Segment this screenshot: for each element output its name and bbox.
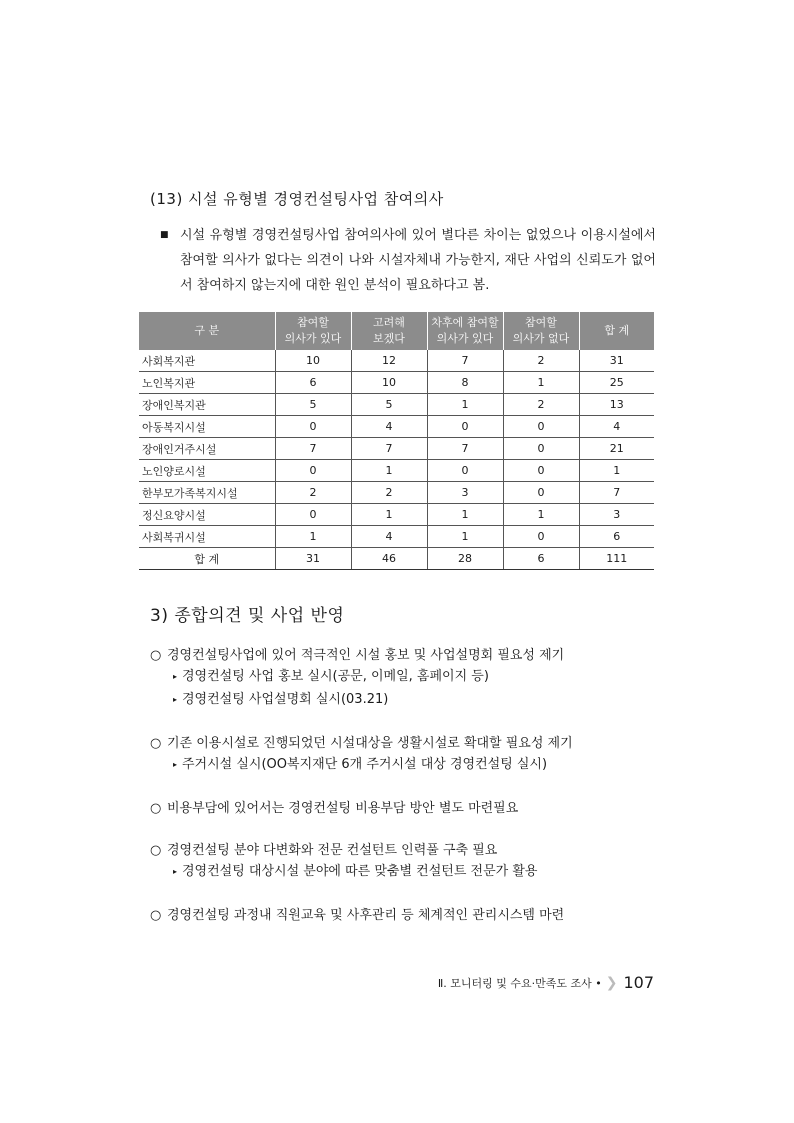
row-label: 한부모가족복지시설 bbox=[139, 482, 275, 504]
subitem-text: 경영컨설팅 사업 홍보 실시(공문, 이메일, 홈페이지 등) bbox=[182, 669, 489, 684]
table-cell: 12 bbox=[351, 350, 427, 372]
opinion-heading bbox=[150, 733, 670, 754]
table-cell: 5 bbox=[275, 394, 351, 416]
circle-bullet-icon: ○ bbox=[150, 843, 162, 858]
table-cell: 1 bbox=[579, 460, 654, 482]
opinion-heading bbox=[150, 798, 670, 819]
table-cell: 2 bbox=[503, 350, 579, 372]
row-label: 장애인거주시설 bbox=[139, 438, 275, 460]
opinion-text: 비용부담에 있어서는 경영컨설팅 비용부담 방안 별도 마련필요 bbox=[167, 801, 519, 816]
opinion-heading bbox=[150, 905, 670, 926]
subitem-text: 경영컨설팅 대상시설 분야에 따른 맞춤별 컨설턴트 전문가 활용 bbox=[182, 864, 538, 879]
table-cell: 13 bbox=[579, 394, 654, 416]
bullet-paragraph bbox=[160, 223, 656, 298]
table-cell: 0 bbox=[275, 460, 351, 482]
table-cell: 7 bbox=[579, 482, 654, 504]
table-header-cell: 구 분 bbox=[139, 312, 275, 350]
row-label: 사회복지관 bbox=[139, 350, 275, 372]
table-row bbox=[139, 526, 654, 548]
table-cell: 25 bbox=[579, 372, 654, 394]
participation-table bbox=[139, 312, 654, 570]
table-cell: 7 bbox=[427, 438, 503, 460]
subitem-text: 주거시설 실시(OO복지재단 6개 주거시설 대상 경영컨설팅 실시) bbox=[182, 757, 548, 772]
section-13-title: (13) 시설 유형별 경영컨설팅사업 참여의사 bbox=[150, 190, 444, 208]
table-cell: 21 bbox=[579, 438, 654, 460]
opinion-subitem bbox=[150, 689, 670, 712]
table-cell: 1 bbox=[427, 526, 503, 548]
table-row bbox=[139, 482, 654, 504]
table-cell: 2 bbox=[275, 482, 351, 504]
table-cell: 0 bbox=[503, 438, 579, 460]
circle-bullet-icon: ○ bbox=[150, 908, 162, 923]
opinion-item bbox=[150, 645, 670, 712]
table-cell: 46 bbox=[351, 548, 427, 570]
triangle-bullet-icon: ▸ bbox=[173, 867, 178, 876]
table-cell: 7 bbox=[351, 438, 427, 460]
table-header-cell: 합 계 bbox=[579, 312, 654, 350]
row-label: 노인양로시설 bbox=[139, 460, 275, 482]
opinion-subitem bbox=[150, 754, 670, 777]
triangle-bullet-icon: ▸ bbox=[173, 672, 178, 681]
opinion-text: 경영컨설팅 분야 다변화와 전문 컨설턴트 인력풀 구축 필요 bbox=[167, 843, 498, 858]
circle-bullet-icon: ○ bbox=[150, 648, 162, 663]
page-number: 107 bbox=[623, 973, 654, 992]
table-total-row bbox=[139, 548, 654, 570]
opinion-item bbox=[150, 798, 670, 819]
table-cell: 111 bbox=[579, 548, 654, 570]
table-cell: 10 bbox=[275, 350, 351, 372]
table-cell: 1 bbox=[351, 460, 427, 482]
table-row bbox=[139, 416, 654, 438]
footer-chapter: Ⅱ. 모니터링 및 수요·만족도 조사 • bbox=[437, 976, 602, 990]
table-cell: 1 bbox=[427, 394, 503, 416]
table-cell: 0 bbox=[275, 504, 351, 526]
chevron-right-icon: ❯ bbox=[605, 974, 618, 991]
subitem-text: 경영컨설팅 사업설명회 실시(03.21) bbox=[182, 692, 389, 707]
table-cell: 8 bbox=[427, 372, 503, 394]
opinion-text: 기존 이용시설로 진행되었던 시설대상을 생활시설로 확대할 필요성 제기 bbox=[167, 736, 573, 751]
table-cell: 1 bbox=[427, 504, 503, 526]
table-cell: 6 bbox=[275, 372, 351, 394]
table-cell: 3 bbox=[427, 482, 503, 504]
table-cell: 1 bbox=[351, 504, 427, 526]
table-header-cell: 차후에 참여할 의사가 있다 bbox=[427, 312, 503, 350]
table-cell: 6 bbox=[579, 526, 654, 548]
opinion-item bbox=[150, 905, 670, 926]
row-label: 합 계 bbox=[139, 548, 275, 570]
opinion-list bbox=[150, 645, 670, 947]
table-row bbox=[139, 394, 654, 416]
table-header-cell: 고려해 보겠다 bbox=[351, 312, 427, 350]
table-cell: 0 bbox=[503, 416, 579, 438]
row-label: 사회복귀시설 bbox=[139, 526, 275, 548]
circle-bullet-icon: ○ bbox=[150, 801, 162, 816]
table-header-row bbox=[139, 312, 654, 350]
table-cell: 7 bbox=[427, 350, 503, 372]
table-row bbox=[139, 350, 654, 372]
opinion-item bbox=[150, 733, 670, 777]
circle-bullet-icon: ○ bbox=[150, 736, 162, 751]
opinion-text: 경영컨설팅 과정내 직원교육 및 사후관리 등 체계적인 관리시스템 마련 bbox=[167, 908, 565, 923]
page-footer bbox=[438, 973, 654, 992]
bullet-text: 시설 유형별 경영컨설팅사업 참여의사에 있어 별다른 차이는 없었으나 이용시설에서 참여할 의사가 없다는 의견이 나와 시설자체내 가능한지, 재단 사업의 신뢰도가 없어서 참여하지 않는지에 대한 원인 분석이 필요하다고 봄. bbox=[180, 228, 656, 293]
table-cell: 4 bbox=[351, 526, 427, 548]
table-body bbox=[139, 350, 654, 570]
table-cell: 2 bbox=[503, 394, 579, 416]
row-label: 장애인복지관 bbox=[139, 394, 275, 416]
opinion-heading bbox=[150, 645, 670, 666]
opinion-heading bbox=[150, 840, 670, 861]
table-cell: 2 bbox=[351, 482, 427, 504]
table-row bbox=[139, 504, 654, 526]
row-label: 아동복지시설 bbox=[139, 416, 275, 438]
table-cell: 1 bbox=[275, 526, 351, 548]
triangle-bullet-icon: ▸ bbox=[173, 695, 178, 704]
row-label: 노인복지관 bbox=[139, 372, 275, 394]
opinion-subitem bbox=[150, 861, 670, 884]
opinion-text: 경영컨설팅사업에 있어 적극적인 시설 홍보 및 사업설명회 필요성 제기 bbox=[167, 648, 565, 663]
table-row bbox=[139, 372, 654, 394]
square-bullet-icon: ■ bbox=[160, 230, 169, 240]
table-cell: 5 bbox=[351, 394, 427, 416]
table-cell: 6 bbox=[503, 548, 579, 570]
table-header-cell: 참여할 의사가 있다 bbox=[275, 312, 351, 350]
table-cell: 28 bbox=[427, 548, 503, 570]
table-cell: 1 bbox=[503, 504, 579, 526]
table-cell: 31 bbox=[275, 548, 351, 570]
row-label: 정신요양시설 bbox=[139, 504, 275, 526]
table-cell: 0 bbox=[427, 416, 503, 438]
section-3-title: 3) 종합의견 및 사업 반영 bbox=[150, 606, 345, 626]
opinion-subitem bbox=[150, 666, 670, 689]
table-cell: 3 bbox=[579, 504, 654, 526]
table-cell: 10 bbox=[351, 372, 427, 394]
table-header-cell: 참여할 의사가 없다 bbox=[503, 312, 579, 350]
table-cell: 0 bbox=[503, 526, 579, 548]
table-cell: 0 bbox=[427, 460, 503, 482]
table-cell: 7 bbox=[275, 438, 351, 460]
table-row bbox=[139, 438, 654, 460]
table-cell: 0 bbox=[275, 416, 351, 438]
table-cell: 1 bbox=[503, 372, 579, 394]
table-cell: 4 bbox=[351, 416, 427, 438]
triangle-bullet-icon: ▸ bbox=[173, 760, 178, 769]
table-cell: 31 bbox=[579, 350, 654, 372]
table-cell: 4 bbox=[579, 416, 654, 438]
opinion-item bbox=[150, 840, 670, 884]
table-row bbox=[139, 460, 654, 482]
table-cell: 0 bbox=[503, 482, 579, 504]
table-cell: 0 bbox=[503, 460, 579, 482]
